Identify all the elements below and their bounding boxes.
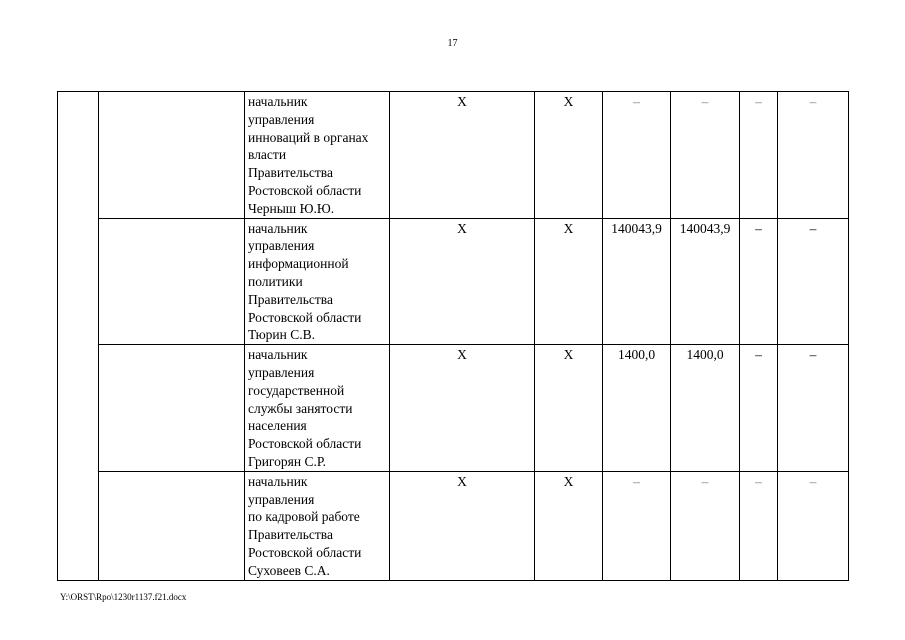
table-cell-empty [99, 345, 245, 472]
table-cell: – [740, 471, 778, 580]
table-cell: Х [535, 92, 603, 219]
program-table [57, 91, 849, 581]
table-cell-empty [99, 92, 245, 219]
table-row [58, 218, 849, 345]
table-cell: – [740, 92, 778, 219]
table-cell: – [671, 471, 740, 580]
footer-file-path: Y:\ORST\Rpo\1230r1137.f21.docx [60, 592, 187, 602]
table-cell: – [778, 471, 849, 580]
table-row [58, 345, 849, 472]
responsible-person-cell: начальник управления по кадровой работе Правительства Ростовской области Суховеев С.А. [245, 471, 390, 580]
table-cell: 1400,0 [603, 345, 671, 472]
table-cell: – [778, 218, 849, 345]
table-cell: Х [535, 218, 603, 345]
table-cell: 140043,9 [671, 218, 740, 345]
table-cell: 140043,9 [603, 218, 671, 345]
table-cell: – [603, 471, 671, 580]
table-cell: Х [535, 471, 603, 580]
table-cell-empty [99, 471, 245, 580]
table-cell: Х [390, 218, 535, 345]
table-cell: – [740, 345, 778, 472]
table-cell: Х [390, 92, 535, 219]
responsible-person-cell: начальник управления инноваций в органах власти Правительства Ростовской области Черныш Ю.Ю. [245, 92, 390, 219]
table-cell: – [671, 92, 740, 219]
table-cell: – [603, 92, 671, 219]
responsible-person-cell: начальник управления государственной службы занятости населения Ростовской области Григорян С.Р. [245, 345, 390, 472]
table-cell: Х [390, 471, 535, 580]
responsible-person-cell: начальник управления информационной политики Правительства Ростовской области Тюрин С.В. [245, 218, 390, 345]
table-cell: Х [535, 345, 603, 472]
table-cell: Х [390, 345, 535, 472]
table-row [58, 471, 849, 580]
table-cell-empty [58, 92, 99, 581]
table-cell: – [778, 345, 849, 472]
table-cell: 1400,0 [671, 345, 740, 472]
table-cell-empty [99, 218, 245, 345]
table-row [58, 92, 849, 219]
table-cell: – [778, 92, 849, 219]
page-number: 17 [447, 38, 458, 49]
table-cell: – [740, 218, 778, 345]
